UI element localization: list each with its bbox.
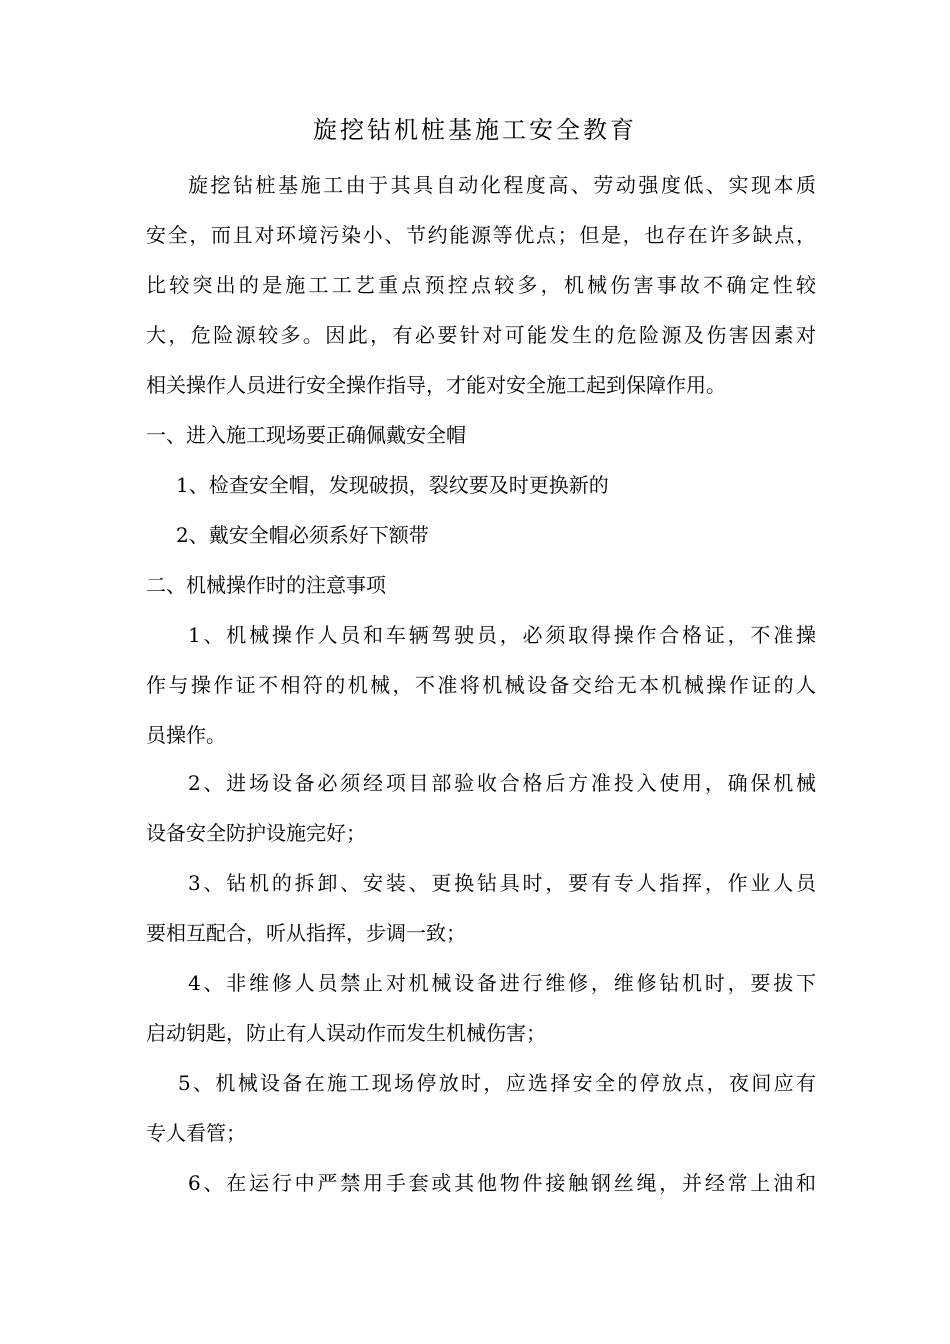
list-item-continuation: 要相互配合，听从指挥，步调一致； [146, 921, 466, 945]
paragraph-line: 安全，而且对环境污染小、节约能源等优点；但是，也存在许多缺点， [146, 223, 816, 247]
section-heading: 二、机械操作时的注意事项 [146, 573, 386, 597]
list-item: 1、机械操作人员和车辆驾驶员，必须取得操作合格证，不准操 [188, 623, 816, 647]
paragraph-line: 旋挖钻桩基施工由于其具自动化程度高、劳动强度低、实现本质 [188, 173, 816, 197]
list-item: 2、戴安全帽必须系好下额带 [176, 523, 429, 547]
list-item: 6、在运行中严禁用手套或其他物件接触钢丝绳，并经常上油和 [188, 1171, 816, 1195]
paragraph-line: 比较突出的是施工工艺重点预控点较多，机械伤害事故不确定性较 [146, 273, 816, 297]
section-heading: 一、进入施工现场要正确佩戴安全帽 [146, 423, 466, 447]
list-item-continuation: 设备安全防护设施完好； [146, 821, 366, 845]
list-item-continuation: 启动钥匙，防止有人误动作而发生机械伤害； [146, 1021, 546, 1045]
list-item: 3、钻机的拆卸、安装、更换钻具时，要有专人指挥，作业人员 [188, 871, 816, 895]
list-item: 2、进场设备必须经项目部验收合格后方准投入使用，确保机械 [188, 771, 816, 795]
list-item: 5、机械设备在施工现场停放时，应选择安全的停放点，夜间应有 [178, 1071, 816, 1095]
paragraph-line: 大，危险源较多。因此，有必要针对可能发生的危险源及伤害因素对 [146, 323, 816, 347]
list-item-continuation: 员操作。 [146, 723, 226, 747]
list-item-continuation: 专人看管； [146, 1121, 246, 1145]
list-item-continuation: 作与操作证不相符的机械，不准将机械设备交给无本机械操作证的人 [146, 673, 816, 697]
list-item: 4、非维修人员禁止对机械设备进行维修，维修钻机时，要拔下 [188, 971, 816, 995]
list-item: 1、检查安全帽，发现破损，裂纹要及时更换新的 [176, 473, 609, 497]
document-title: 旋挖钻机桩基施工安全教育 [313, 116, 637, 144]
paragraph-line: 相关操作人员进行安全操作指导，才能对安全施工起到保障作用。 [146, 373, 726, 397]
